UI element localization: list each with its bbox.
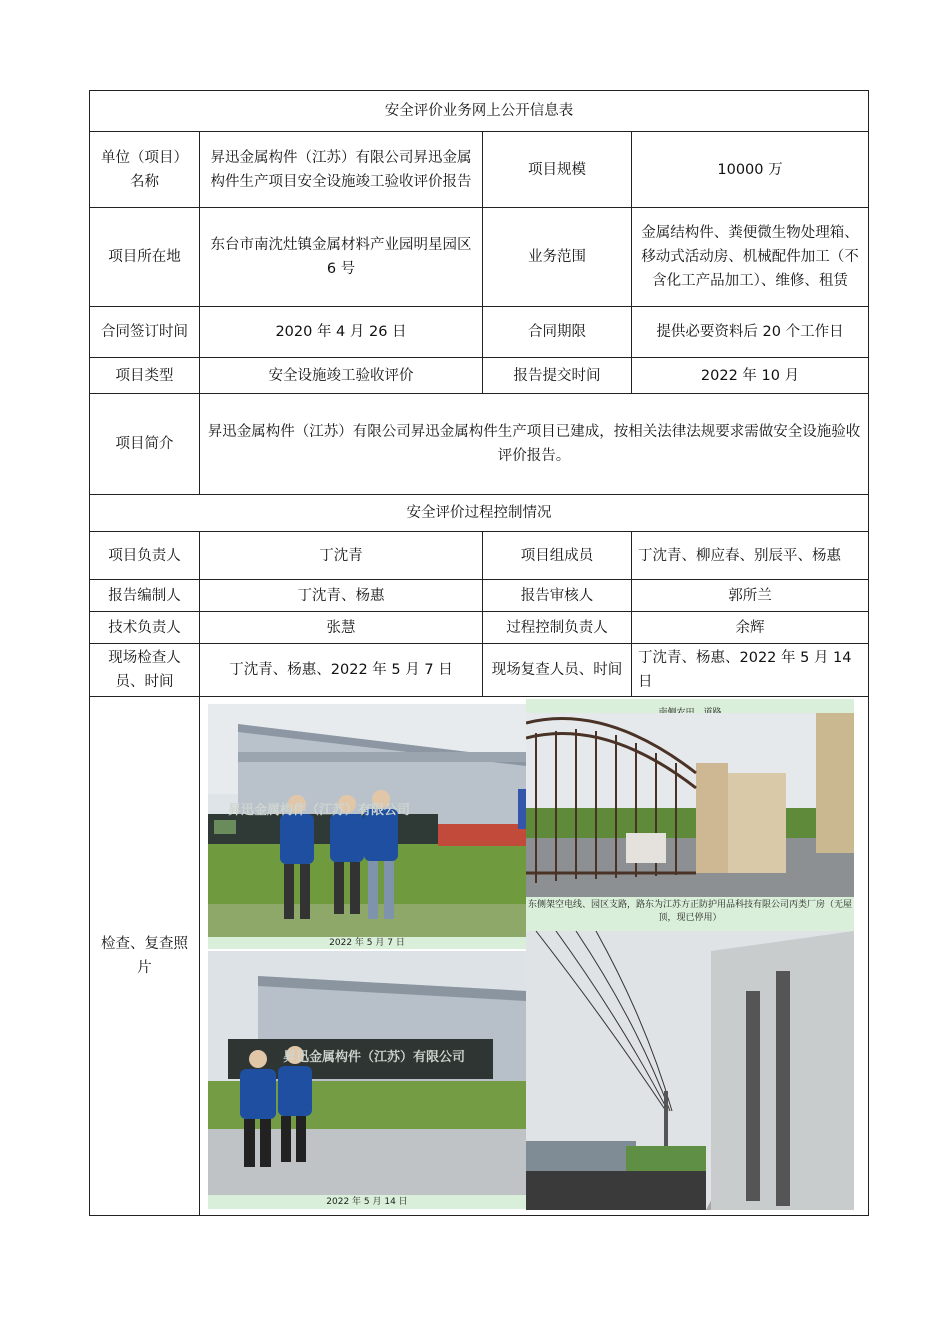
photos-cell	[200, 697, 869, 1216]
photo-east-powerlines	[526, 931, 854, 1210]
photo1-caption: 2022 年 5 月 7 日	[208, 937, 526, 949]
contract-time-value: 2020 年 4 月 26 日	[200, 307, 483, 358]
intro-label: 项目简介	[90, 394, 200, 495]
process-header: 安全评价过程控制情况	[90, 495, 869, 532]
photo-recheck-may14	[208, 951, 526, 1195]
photo3-sign: 昇迅金属构件（江苏）有限公司	[283, 1050, 466, 1065]
location-value: 东台市南沈灶镇金属材料产业园明星园区 6 号	[200, 208, 483, 307]
photo-grid	[200, 699, 858, 1213]
contract-period-label: 合同期限	[483, 307, 632, 358]
contract-period-value: 提供必要资料后 20 个工作日	[632, 307, 869, 358]
photo-recheck-may14-image	[208, 951, 526, 1195]
reviewer-label: 报告审核人	[483, 580, 632, 612]
business-label: 业务范围	[483, 208, 632, 307]
scale-value: 10000 万	[632, 132, 869, 208]
leader-value: 丁沈青	[200, 532, 483, 580]
unit-value: 昇迅金属构件（江苏）有限公司昇迅金属构件生产项目安全设施竣工验收评价报告	[200, 132, 483, 208]
members-label: 项目组成员	[483, 532, 632, 580]
author-label: 报告编制人	[90, 580, 200, 612]
inspect-value: 丁沈青、杨惠、2022 年 5 月 7 日	[200, 644, 483, 697]
type-label: 项目类型	[90, 358, 200, 394]
photo-south-gate-image	[526, 713, 854, 897]
unit-label: 单位（项目）名称	[90, 132, 200, 208]
submit-label: 报告提交时间	[483, 358, 632, 394]
inspect-label: 现场检查人员、时间	[90, 644, 200, 697]
recheck-value: 丁沈青、杨惠、2022 年 5 月 14 日	[632, 644, 869, 697]
reviewer-value: 郭所兰	[632, 580, 869, 612]
photo-inspection-may7	[208, 704, 526, 937]
type-value: 安全设施竣工验收评价	[200, 358, 483, 394]
table-title: 安全评价业务网上公开信息表	[90, 91, 869, 132]
tech-label: 技术负责人	[90, 612, 200, 644]
submit-value: 2022 年 10 月	[632, 358, 869, 394]
photo-east-powerlines-image	[526, 931, 854, 1210]
author-value: 丁沈青、杨惠	[200, 580, 483, 612]
photos-label: 检查、复查照片	[90, 697, 200, 1216]
control-value: 余辉	[632, 612, 869, 644]
photo2-caption: 东侧架空电线、园区支路，路东为江苏方正防护用品科技有限公司丙类厂房（无屋顶，现已停用）	[527, 900, 852, 923]
location-label: 项目所在地	[90, 208, 200, 307]
scale-label: 项目规模	[483, 132, 632, 208]
business-value: 金属结构件、粪便微生物处理箱、移动式活动房、机械配件加工（不含化工产品加工）、维修、租赁	[632, 208, 869, 307]
photo-south-gate	[526, 713, 854, 897]
tech-value: 张慧	[200, 612, 483, 644]
photo1-sign: 昇迅金属构件（江苏）有限公司	[228, 803, 411, 818]
info-table	[89, 90, 869, 1216]
intro-value: 昇迅金属构件（江苏）有限公司昇迅金属构件生产项目已建成，按相关法律法规要求需做安全设施验收评价报告。	[200, 394, 869, 495]
photo3-caption: 2022 年 5 月 14 日	[208, 1195, 526, 1209]
contract-time-label: 合同签订时间	[90, 307, 200, 358]
leader-label: 项目负责人	[90, 532, 200, 580]
members-value: 丁沈青、柳应春、别辰平、杨惠	[632, 532, 869, 580]
recheck-label: 现场复查人员、时间	[483, 644, 632, 697]
control-label: 过程控制负责人	[483, 612, 632, 644]
